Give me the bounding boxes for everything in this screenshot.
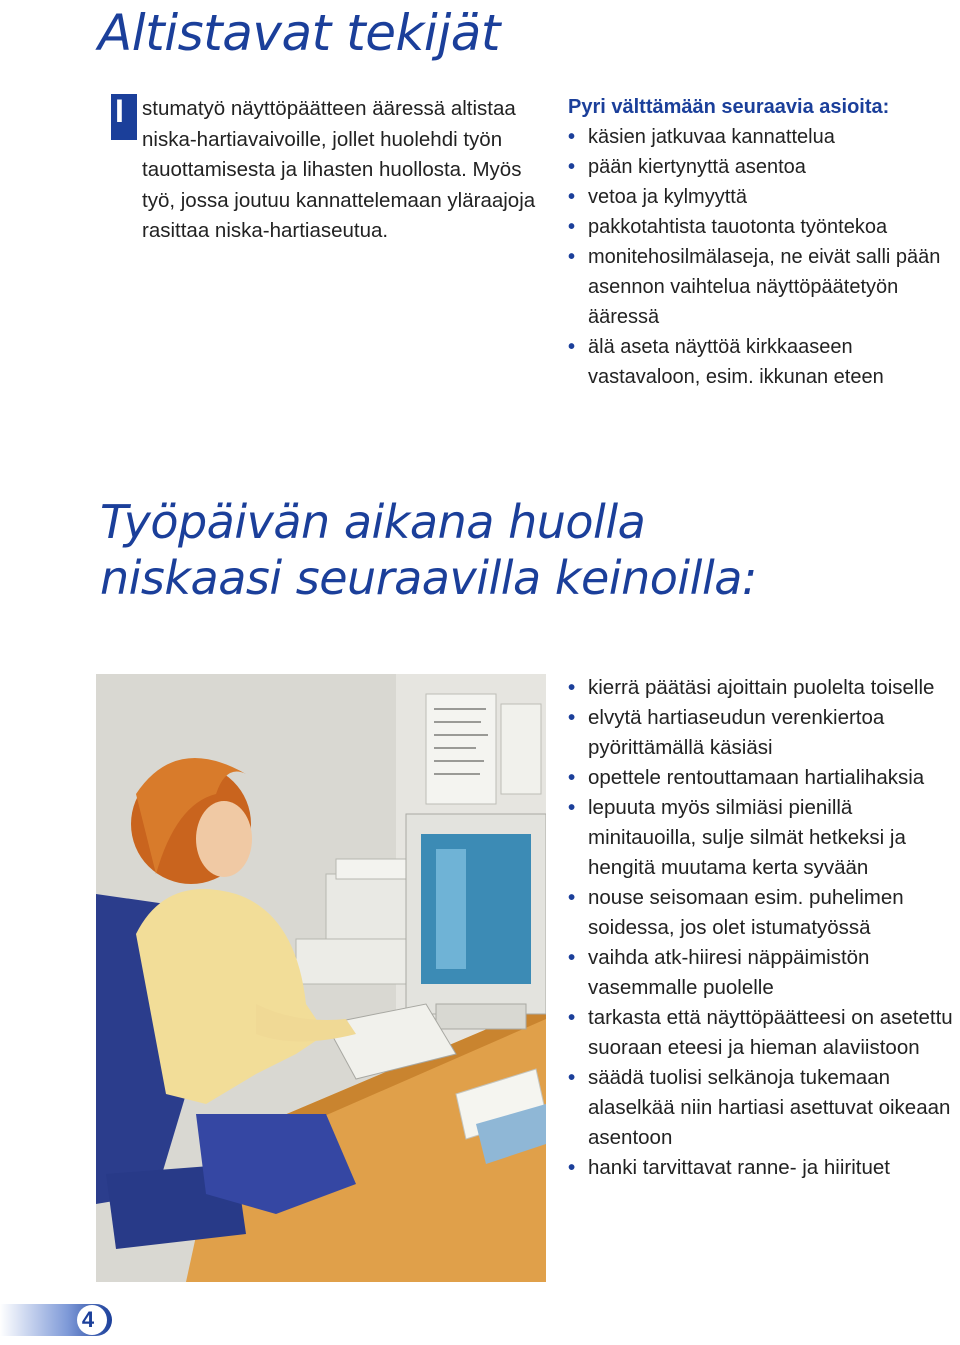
list-item-text: pakkotahtista tauotonta työntekoa bbox=[588, 216, 888, 238]
list-item bbox=[568, 883, 953, 943]
avoid-list bbox=[568, 122, 953, 392]
list-item bbox=[568, 152, 953, 182]
bullet-icon: • bbox=[568, 886, 576, 909]
list-item-text: pään kiertynyttä asentoa bbox=[588, 156, 806, 178]
list-item bbox=[568, 1063, 953, 1153]
list-item bbox=[568, 182, 953, 212]
intro-text: stumatyö näyttöpäätteen ääressä altistaa niska-hartiavaivoille, jollet huolehdi työn tauottamisesta ja lihasten huollosta. Myös työ, jossa joutuu kannattelemaan yläraajoja rasittaa niska-hartiaseutua. bbox=[142, 97, 536, 242]
list-item bbox=[568, 122, 953, 152]
bullet-icon: • bbox=[568, 1066, 576, 1089]
subtitle-line-2: niskaasi seuraavilla keinoilla: bbox=[100, 551, 757, 605]
office-illustration bbox=[96, 674, 546, 1282]
list-item-text: vetoa ja kylmyyttä bbox=[588, 186, 747, 208]
intro-paragraph bbox=[115, 93, 542, 247]
bullet-icon: • bbox=[568, 946, 576, 969]
list-item bbox=[568, 703, 953, 763]
tips-list bbox=[568, 673, 953, 1183]
list-item bbox=[568, 242, 953, 332]
bullet-icon: • bbox=[568, 766, 576, 789]
list-item-text: nouse seisomaan esim. puhelimen soidessa, jos olet istumatyössä bbox=[588, 886, 904, 939]
list-item-text: säädä tuolisi selkänoja tukemaan alaselkää niin hartiasi asettuvat oikeaan asentoon bbox=[588, 1066, 951, 1149]
bullet-icon: • bbox=[568, 216, 576, 238]
bullet-icon: • bbox=[568, 336, 576, 358]
bullet-icon: • bbox=[568, 186, 576, 208]
list-item-text: käsien jatkuvaa kannattelua bbox=[588, 126, 835, 148]
avoid-heading: Pyri välttämään seuraavia asioita: bbox=[568, 96, 890, 118]
list-item bbox=[568, 1153, 953, 1183]
bullet-icon: • bbox=[568, 676, 576, 699]
bullet-icon: • bbox=[568, 156, 576, 178]
list-item bbox=[568, 212, 953, 242]
bullet-icon: • bbox=[568, 706, 576, 729]
intro-dropcap: I bbox=[115, 93, 124, 129]
bullet-icon: • bbox=[568, 796, 576, 819]
list-item-text: elvytä hartiaseudun verenkiertoa pyörittämällä käsiäsi bbox=[588, 706, 885, 759]
list-item-text: monitehosilmälaseja, ne eivät salli pään asennon vaihtelua näyttöpäätetyön ääressä bbox=[588, 246, 941, 328]
page-title: Altistavat tekijät bbox=[98, 4, 500, 62]
bullet-icon: • bbox=[568, 126, 576, 148]
list-item-text: hanki tarvittavat ranne- ja hiirituet bbox=[588, 1156, 890, 1179]
section-subtitle bbox=[100, 494, 757, 606]
list-item bbox=[568, 793, 953, 883]
list-item bbox=[568, 943, 953, 1003]
page-number: 4 bbox=[81, 1307, 95, 1332]
list-item bbox=[568, 332, 953, 392]
list-item-text: lepuuta myös silmiäsi pienillä minitauoilla, sulje silmät hetkeksi ja hengitä muutama kerta syvään bbox=[588, 796, 906, 879]
list-item bbox=[568, 1003, 953, 1063]
list-item bbox=[568, 763, 953, 793]
list-item bbox=[568, 673, 953, 703]
bullet-icon: • bbox=[568, 1156, 576, 1179]
list-item-text: kierrä päätäsi ajoittain puolelta toiselle bbox=[588, 676, 935, 699]
subtitle-line-1: Työpäivän aikana huolla bbox=[100, 495, 646, 549]
bullet-icon: • bbox=[568, 1006, 576, 1029]
list-item-text: vaihda atk-hiiresi näppäimistön vasemmalle puolelle bbox=[588, 946, 870, 999]
list-item-text: älä aseta näyttöä kirkkaaseen vastavaloon, esim. ikkunan eteen bbox=[588, 336, 884, 388]
list-item-text: tarkasta että näyttöpäätteesi on asetettu suoraan eteesi ja hieman alaviistoon bbox=[588, 1006, 953, 1059]
office-photo bbox=[96, 674, 546, 1282]
list-item-text: opettele rentouttamaan hartialihaksia bbox=[588, 766, 925, 789]
bullet-icon: • bbox=[568, 246, 576, 268]
